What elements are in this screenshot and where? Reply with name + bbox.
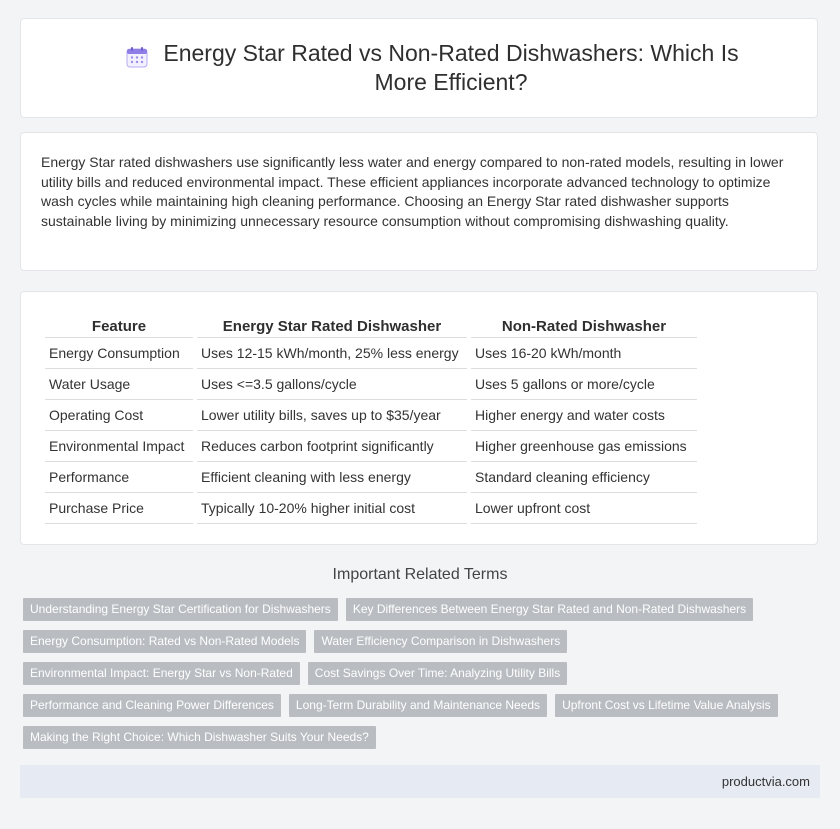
table-cell: Higher energy and water costs [471, 400, 697, 431]
footer [20, 765, 820, 798]
table-cell: Energy Consumption [45, 338, 193, 369]
intro-paragraph: Energy Star rated dishwashers use significantly less water and energy compared to non-rated models, resulting in lower utility bills and reduced environmental impact. These efficient appliances incorporate advanced technology to optimize wash cycles while maintaining high cleaning performance. Choosing an Energy Star rated dishwasher supports sustainable living by minimizing unnecessary resource consumption without compromising dishwashing quality. [41, 154, 784, 229]
table-row [45, 493, 697, 524]
related-term-tag[interactable]: Understanding Energy Star Certification for Dishwashers [23, 598, 338, 621]
table-cell: Standard cleaning efficiency [471, 462, 697, 493]
table-card [20, 291, 818, 545]
table-cell: Uses 5 gallons or more/cycle [471, 369, 697, 400]
table-cell: Operating Cost [45, 400, 193, 431]
related-terms-heading: Important Related Terms [332, 566, 508, 583]
related-term-tag[interactable]: Water Efficiency Comparison in Dishwashers [314, 630, 567, 653]
related-term-tag[interactable]: Performance and Cleaning Power Differences [23, 694, 281, 717]
related-term-tag[interactable]: Cost Savings Over Time: Analyzing Utility Bills [308, 662, 567, 685]
related-term-tag[interactable]: Long-Term Durability and Maintenance Needs [289, 694, 547, 717]
table-cell: Efficient cleaning with less energy [197, 462, 467, 493]
table-cell: Performance [45, 462, 193, 493]
table-row [45, 369, 697, 400]
column-header-non-rated: Non-Rated Dishwasher [471, 314, 697, 338]
intro-card [20, 132, 818, 271]
column-header-energy-star: Energy Star Rated Dishwasher [197, 314, 467, 338]
title-wrap [69, 39, 769, 97]
related-term-tag[interactable]: Upfront Cost vs Lifetime Value Analysis [555, 694, 778, 717]
table-cell: Uses 12-15 kWh/month, 25% less energy [197, 338, 467, 369]
table-row [45, 338, 697, 369]
related-term-tag[interactable]: Making the Right Choice: Which Dishwasher Suits Your Needs? [23, 726, 376, 749]
table-row [45, 400, 697, 431]
page-title: Energy Star Rated vs Non-Rated Dishwashers: Which Is More Efficient? [163, 40, 739, 95]
table-cell: Reduces carbon footprint significantly [197, 431, 467, 462]
table-cell: Lower upfront cost [471, 493, 697, 524]
table-cell: Uses <=3.5 gallons/cycle [197, 369, 467, 400]
table-cell: Typically 10-20% higher initial cost [197, 493, 467, 524]
table-cell: Water Usage [45, 369, 193, 400]
footer-site-link[interactable]: productvia.com [721, 774, 810, 789]
related-term-tag[interactable]: Environmental Impact: Energy Star vs Non-Rated [23, 662, 300, 685]
related-terms-list [23, 598, 823, 749]
table-cell: Environmental Impact [45, 431, 193, 462]
table-header-row [45, 314, 697, 338]
related-term-tag[interactable]: Energy Consumption: Rated vs Non-Rated Models [23, 630, 306, 653]
comparison-table [41, 314, 701, 524]
table-row [45, 431, 697, 462]
table-cell: Higher greenhouse gas emissions [471, 431, 697, 462]
table-row [45, 462, 697, 493]
table-cell: Lower utility bills, saves up to $35/year [197, 400, 467, 431]
table-cell: Uses 16-20 kWh/month [471, 338, 697, 369]
title-card [20, 18, 818, 118]
calendar-icon [125, 45, 149, 69]
table-cell: Purchase Price [45, 493, 193, 524]
related-term-tag[interactable]: Key Differences Between Energy Star Rated and Non-Rated Dishwashers [346, 598, 753, 621]
column-header-feature: Feature [45, 314, 193, 338]
